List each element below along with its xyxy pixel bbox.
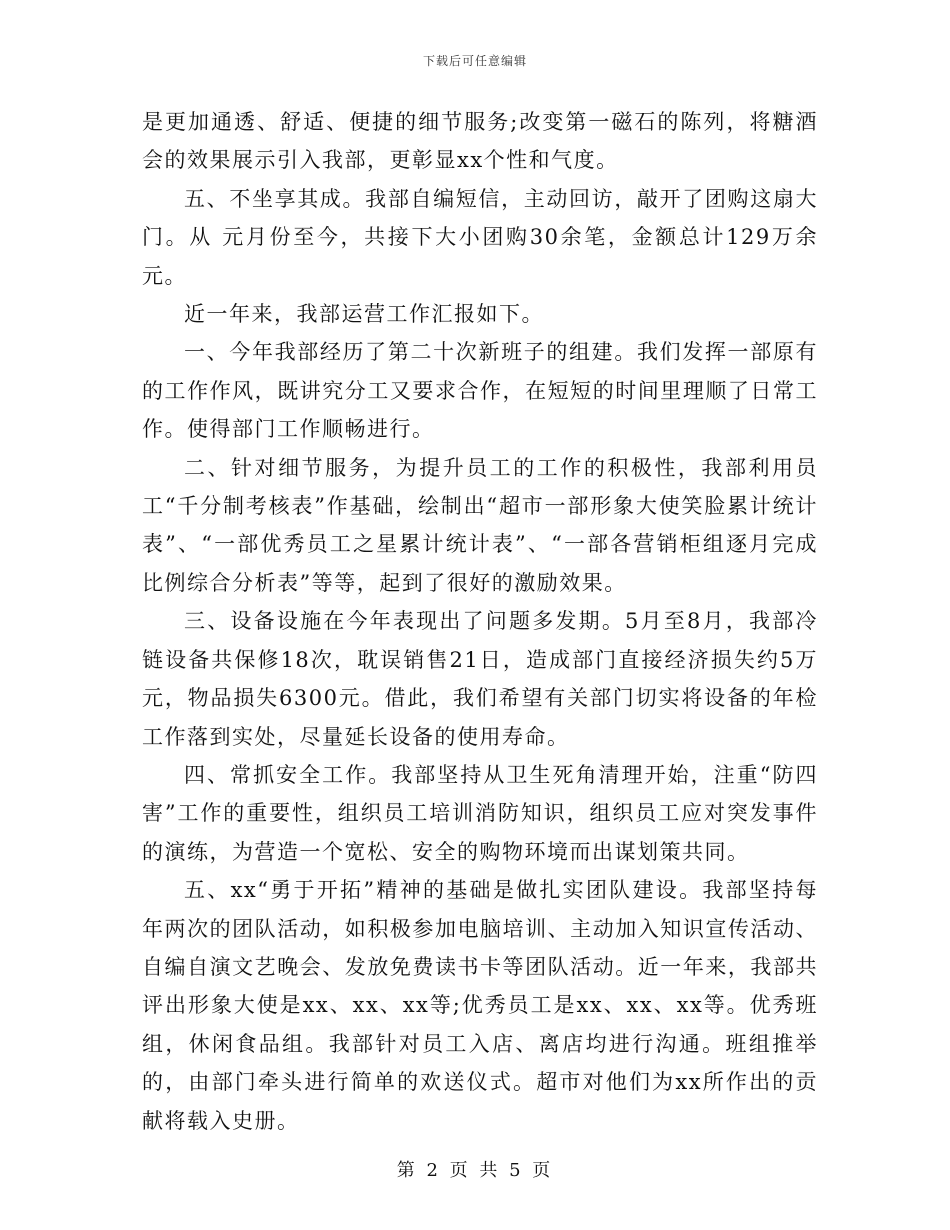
paragraph-continuation: 是更加通透、舒适、便捷的细节服务;改变第一磁石的陈列，将糖酒会的效果展示引入我部，更彰显xx个性和气度。 bbox=[142, 110, 818, 173]
page-header: 下载后可任意编辑 bbox=[422, 54, 527, 68]
paragraph-team-building: 一、今年我部经历了第二十次新班子的组建。我们发挥一部原有的工作作风，既讲究分工又要求合作，在短短的时间里理顺了日常工作。使得部门工作顺畅进行。 bbox=[142, 340, 818, 442]
document-body bbox=[142, 103, 818, 1140]
paragraph-detail-service: 二、针对细节服务，为提升员工的工作的积极性，我部利用员工“千分制考核表”作基础，绘制出“超市一部形象大使笑脸累计统计表”、“一部优秀员工之星累计统计表”、“一部各营销柜组逐月完成比例综合分析表”等等，起到了很好的激励效果。 bbox=[142, 455, 818, 595]
page-number: 第 2 页 共 5 页 bbox=[396, 1160, 554, 1181]
paragraph-equipment: 三、设备设施在今年表现出了问题多发期。5月至8月，我部冷链设备共保修18次，耽误销售21日，造成部门直接经济损失约5万元，物品损失6300元。借此，我们希望有关部门切实将设备的年检工作落到实处，尽量延长设备的使用寿命。 bbox=[142, 609, 818, 749]
paragraph-group-purchase: 五、不坐享其成。我部自编短信，主动回访，敲开了团购这扇大门。从 元月份至今，共接下大小团购30余笔，金额总计129万余元。 bbox=[142, 186, 818, 288]
paragraph-safety: 四、常抓安全工作。我部坚持从卫生死角清理开始，注重“防四害”工作的重要性，组织员工培训消防知识，组织员工应对突发事件的演练，为营造一个宽松、安全的购物环境而出谋划策共同。 bbox=[142, 762, 818, 864]
paragraph-team-activities: 五、xx“勇于开拓”精神的基础是做扎实团队建设。我部坚持每年两次的团队活动，如积极参加电脑培训、主动加入知识宣传活动、自编自演文艺晚会、发放免费读书卡等团队活动。近一年来，我部共评出形象大使是xx、xx、xx等;优秀员工是xx、xx、xx等。优秀班组，休闲食品组。我部针对员工入店、离店均进行沟通。班组推举的，由部门牵头进行简单的欢送仪式。超市对他们为xx所作出的贡献将载入史册。 bbox=[142, 878, 818, 1133]
paragraph-report-intro: 近一年来，我部运营工作汇报如下。 bbox=[184, 302, 544, 327]
